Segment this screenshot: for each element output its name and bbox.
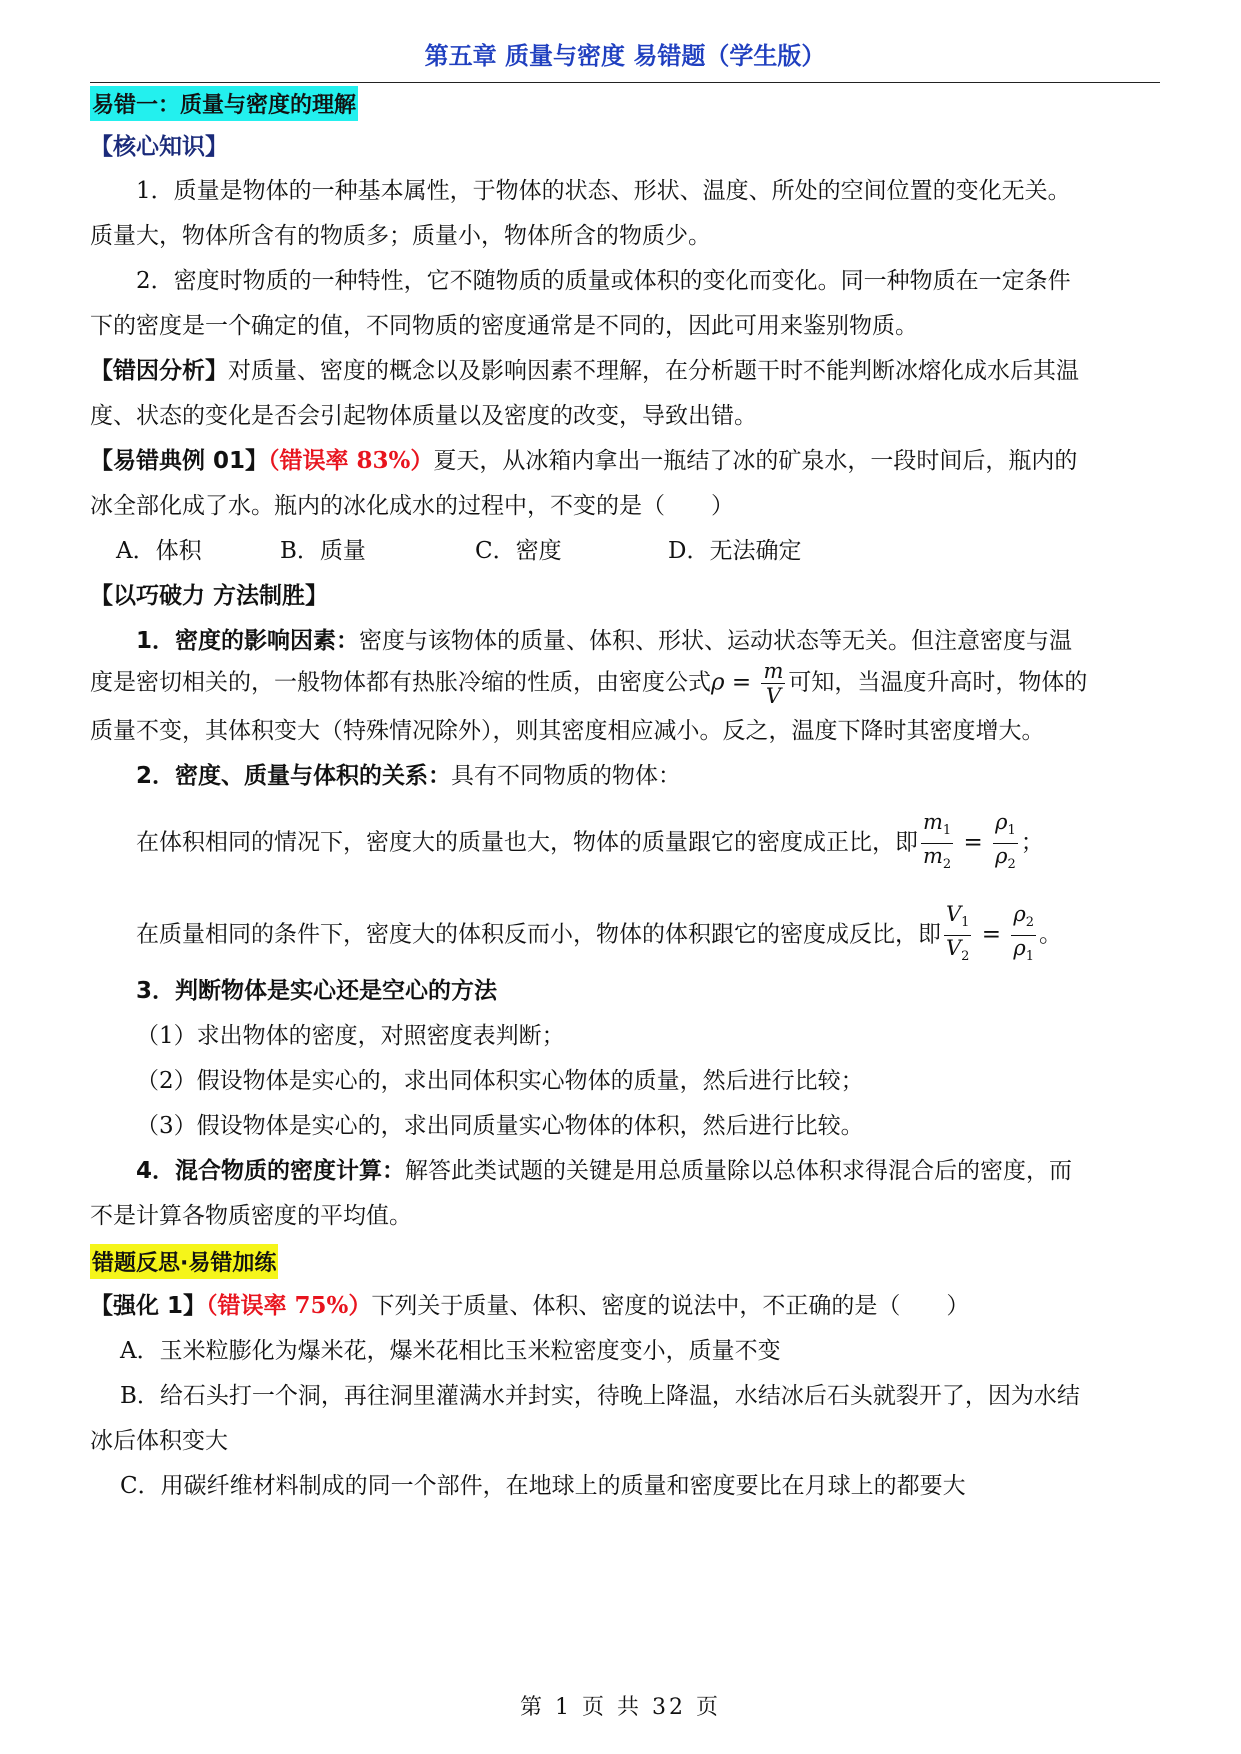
method1-line1 [90, 626, 1072, 656]
question1-label: 【强化 1】 [90, 1293, 207, 1319]
method3-item: （3）假设物体是实心的，求出同质量实心物体的体积，然后进行比较。 [136, 1113, 864, 1139]
example-line1 [90, 446, 1077, 476]
equals-sign: = [724, 669, 759, 696]
practice-title-row [90, 1244, 278, 1279]
example-error-rate: （错误率 83%） [268, 447, 434, 474]
question1-error-rate: （错误率 75%） [206, 1292, 372, 1319]
error-cause-heading: 【错因分析】 [90, 358, 228, 384]
method3-item: （2）假设物体是实心的，求出同体积实心物体的质量，然后进行比较； [136, 1068, 864, 1094]
method3-item: （1）求出物体的密度，对照密度表判断； [136, 1023, 565, 1049]
document-page [90, 0, 1160, 1499]
error-cause-text1: 对质量、密度的概念以及影响因素不理解，在分析题干时不能判断冰熔化成水后其温 [228, 358, 1079, 384]
header-divider [90, 82, 1160, 83]
method2-intro: 具有不同物质的物体： [451, 763, 682, 789]
section1-title: 易错一：质量与密度的理解 [90, 86, 358, 121]
method2-title: 2．密度、质量与体积的关系： [136, 763, 452, 789]
mass-ratio-fraction: $\frac{m_1}{m_2}$ [923, 810, 952, 873]
practice-title: 错题反思·易错加练 [90, 1244, 278, 1279]
rho-symbol: ρ [711, 669, 725, 696]
method1-title: 1．密度的影响因素： [136, 628, 360, 654]
method2-line0 [90, 761, 681, 791]
volume-ratio-fraction: $\frac{V_1}{V_2}$ [946, 902, 970, 965]
method4-title: 4．混合物质的密度计算： [136, 1158, 406, 1184]
method3-title: 3．判断物体是实心还是空心的方法 [136, 978, 498, 1004]
question1-option-a[interactable]: A．玉米粒膨化为爆米花，爆米花相比玉米粒密度变小，质量不变 [120, 1338, 781, 1364]
method2-line2: 在质量相同的条件下，密度大的体积反而小，物体的体积跟它的密度成反比，即 $\frac{V_1}{V_2}$ = $\frac{\rho_2}{\rho_1}$ 。 [90, 902, 1062, 969]
question1-option-b[interactable]: B．给石头打一个洞，再往洞里灌满水并封实，待晚上降温，水结冰后石头就裂开了，因为水结 [120, 1383, 1080, 1409]
method1-text1: 密度与该物体的质量、体积、形状、运动状态等无关。但注意密度与温 [359, 628, 1073, 654]
example-label: 【易错典例 01】 [90, 448, 269, 474]
knowledge-p2-line2: 下的密度是一个确定的值，不同物质的密度通常是不同的，因此可用来鉴别物质。 [90, 313, 918, 339]
option-a[interactable]: A．体积 [116, 538, 202, 564]
question1-option-b-cont: 冰后体积变大 [90, 1428, 228, 1454]
question1-stem [90, 1291, 969, 1321]
method4-line1 [90, 1156, 1072, 1186]
method1-line2 [90, 659, 1087, 708]
option-c[interactable]: C．密度 [475, 538, 562, 564]
option-d[interactable]: D．无法确定 [668, 538, 802, 564]
knowledge-p1-line1: 1．质量是物体的一种基本属性，于物体的状态、形状、温度、所处的空间位置的变化无关。 [136, 178, 1071, 204]
method2-line1-end: ； [1020, 829, 1044, 856]
method2-text1: 在体积相同的情况下，密度大的质量也大，物体的质量跟它的密度成正比，即 [136, 829, 918, 856]
formula-denominator: V [765, 684, 781, 708]
example-text1: 夏天，从冰箱内拿出一瓶结了冰的矿泉水，一段时间后，瓶内的 [433, 448, 1078, 474]
question1-text: 下列关于质量、体积、密度的说法中，不正确的是（ ） [371, 1293, 970, 1319]
method2-line1: 在体积相同的情况下，密度大的质量也大，物体的质量跟它的密度成正比，即 $\frac{m_1}{m_2}$ = $\frac{\rho_1}{\rho_2}$ ； [90, 810, 1044, 877]
example-line2: 冰全部化成了水。瓶内的冰化成水的过程中，不变的是（ ） [90, 493, 734, 519]
method1-line3: 质量不变，其体积变大（特殊情况除外），则其密度相应减小。反之，温度下降时其密度增大。 [90, 718, 1045, 744]
error-cause-line1 [90, 356, 1079, 386]
error-cause-line2: 度、状态的变化是否会引起物体质量以及密度的改变，导致出错。 [90, 403, 757, 429]
formula-numerator: m [763, 659, 784, 683]
option-b[interactable]: B．质量 [280, 538, 366, 564]
method2-text2: 在质量相同的条件下，密度大的体积反而小，物体的体积跟它的密度成反比，即 [136, 921, 941, 948]
density-ratio-fraction: $\frac{\rho_1}{\rho_2}$ [995, 810, 1016, 873]
knowledge-p1-line2: 质量大，物体所含有的物质多；质量小，物体所含的物质少。 [90, 223, 711, 249]
page-footer: 第 1 页 共 32 页 [520, 1695, 721, 1720]
section1-title-row [90, 86, 358, 121]
density-formula-fraction [761, 659, 785, 708]
method4-text1: 解答此类试题的关键是用总质量除以总体积求得混合后的密度，而 [405, 1158, 1073, 1184]
question1-option-c[interactable]: C．用碳纤维材料制成的同一个部件，在地球上的质量和密度要比在月球上的都要大 [120, 1473, 966, 1499]
knowledge-p2-line1: 2．密度时物质的一种特性，它不随物质的质量或体积的变化而变化。同一种物质在一定条件 [136, 268, 1071, 294]
method1-text2b: 可知，当温度升高时，物体的 [788, 669, 1088, 696]
core-knowledge-heading: 【核心知识】 [90, 134, 228, 160]
method1-text2a: 度是密切相关的，一般物体都有热胀冷缩的性质，由密度公式 [90, 669, 711, 696]
page-header-title: 第五章 质量与密度 易错题（学生版） [424, 42, 826, 70]
method-heading: 【以巧破力 方法制胜】 [90, 583, 329, 609]
inverse-density-ratio-fraction: $\frac{\rho_2}{\rho_1}$ [1013, 902, 1034, 965]
method2-line2-end: 。 [1039, 921, 1062, 948]
method4-line2: 不是计算各物质密度的平均值。 [90, 1203, 412, 1229]
